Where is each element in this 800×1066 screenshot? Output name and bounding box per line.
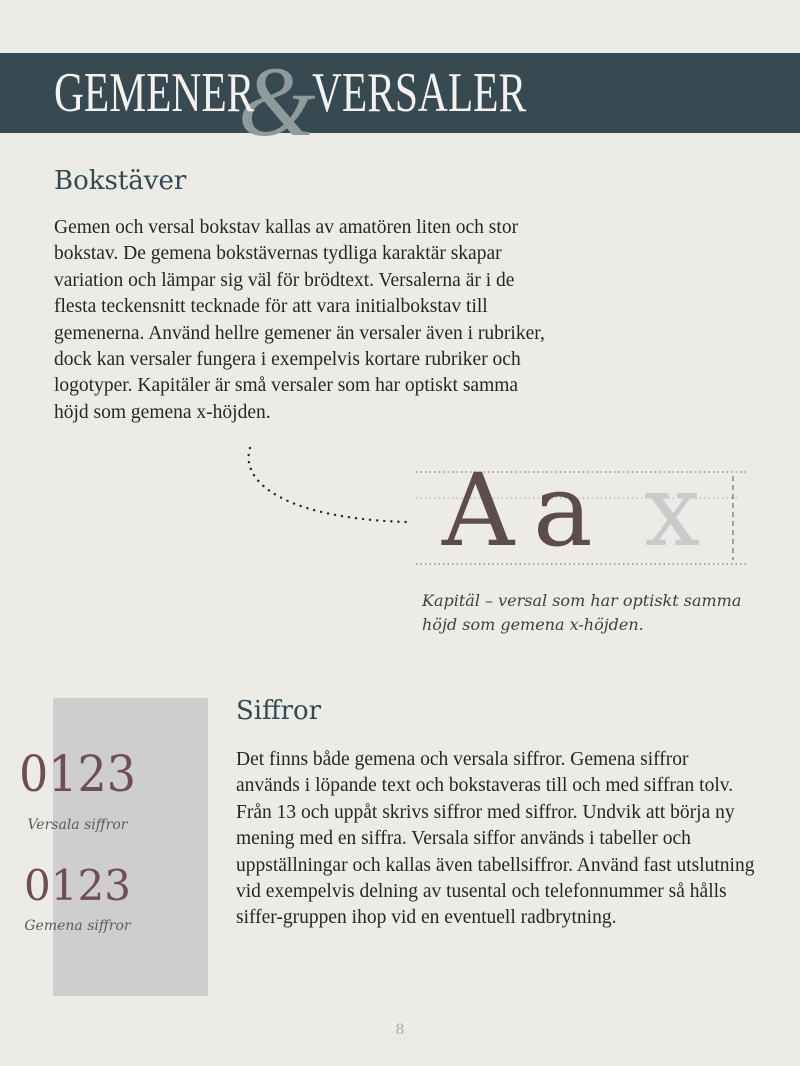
- heading-bokstaver: Bokstäver: [54, 166, 187, 196]
- header-title-gemener: GEMENER: [54, 62, 255, 124]
- paragraph-bokstaver: Gemen och versal bokstav kallas av amatören liten och stor bokstav. De gemena bokstävernas tydliga karaktär skapar variation och lämpar sig väl för brödtext. Versalerna är i de flesta teckensnitt tecknade för att vara initialbokstav till gemenerna. Använd hellre gemener än versaler även i rubriker, dock kan versaler fungera i exempelvis kortare rubriker och logotyper. Kapitäler är små versaler som har optiskt samma höjd som gemena x-höjden.: [54, 217, 545, 423]
- numerals-panel: [53, 698, 208, 996]
- caption-kapital: Kapitäl – versal som har optiskt samma höjd som gemena x-höjden.: [422, 591, 742, 634]
- specimen-lowercase-a: a: [533, 452, 593, 569]
- lining-numerals-label: Versala siffror: [27, 817, 128, 833]
- page-number: 8: [395, 1022, 405, 1038]
- specimen-small-cap-x: x: [644, 452, 701, 569]
- dotted-connector: [249, 448, 406, 522]
- paragraph-siffror: Det finns både gemena och versala siffror. Gemena siffror används i löpande text och bokstaveras till och med siffran tolv. Från 13 och uppåt skrivs siffror med siffror. Undvik att börja ny mening med en siffra. Versala siffor används i tabeller och uppställningar och kallas även tabellsiffror. Använd fast utslutning vid exempelvis delning av tusental och telefonnummer så hålls siffer-gruppen ihop vid en eventuell radbrytning.: [236, 749, 755, 929]
- header-title-versaler: VERSALER: [312, 62, 527, 124]
- header-ampersand: &: [238, 46, 316, 157]
- specimen-capital-a: A: [442, 452, 515, 569]
- heading-siffror: Siffror: [236, 696, 322, 726]
- lining-numerals-sample: 0123: [18, 745, 137, 803]
- oldstyle-numerals-sample: 0123: [24, 861, 131, 910]
- oldstyle-numerals-label: Gemena siffror: [24, 918, 131, 934]
- letter-specimen: [240, 440, 760, 580]
